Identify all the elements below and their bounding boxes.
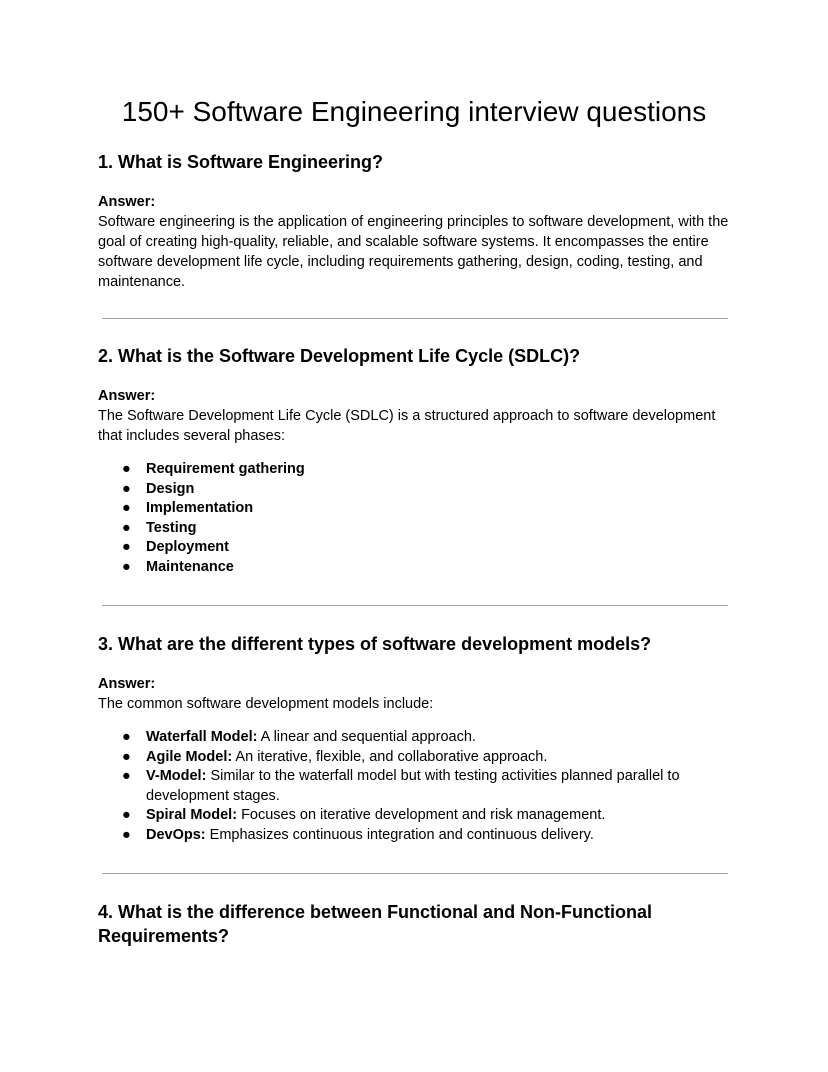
question-1-section	[98, 150, 734, 292]
question-1-answer-text: Software engineering is the application of engineering principles to software development, with the goal of creating high-quality, reliable, and scalable software systems. It encompasses the entire software development life cycle, including requirements gathering, design, coding, testing, and maintenance.	[98, 214, 729, 290]
bullet-icon: ●	[122, 480, 131, 497]
list-item	[98, 499, 734, 519]
list-item	[98, 748, 734, 768]
question-4-heading: 4. What is the difference between Functional and Non-Functional Requirements?	[98, 902, 653, 946]
bullet-icon: ●	[122, 768, 131, 785]
question-2-section	[98, 344, 734, 578]
list-item	[98, 806, 734, 826]
bullet-icon: ●	[122, 729, 131, 745]
list-item	[98, 519, 734, 539]
model-description: Focuses on iterative development and risk management.	[237, 807, 606, 824]
model-description: Similar to the waterfall model but with testing activities planned parallel to development stages.	[146, 768, 680, 804]
bullet-icon: ●	[122, 748, 131, 765]
bullet-icon: ●	[122, 826, 131, 843]
question-2-answer-label: Answer:	[98, 388, 156, 404]
section-divider	[102, 318, 728, 319]
list-item	[98, 480, 734, 500]
bullet-icon: ●	[122, 519, 131, 536]
question-3-heading: 3. What are the different types of software development models?	[98, 634, 652, 654]
list-item	[98, 538, 734, 558]
sdlc-phase-list	[98, 460, 734, 578]
model-description: An iterative, flexible, and collaborative approach.	[232, 748, 548, 765]
phase-name: Testing	[146, 519, 197, 536]
model-name: Spiral Model:	[146, 807, 238, 824]
phase-name: Implementation	[146, 500, 254, 517]
phase-name: Deployment	[146, 539, 229, 556]
question-2-answer-text: The Software Development Life Cycle (SDLC) is a structured approach to software development that includes several phases:	[98, 408, 716, 444]
list-item	[98, 728, 734, 748]
list-item	[98, 558, 734, 578]
question-1-answer-label: Answer:	[98, 194, 156, 210]
question-3-answer-text: The common software development models include:	[98, 696, 434, 712]
model-name: Waterfall Model:	[146, 729, 258, 745]
list-item	[98, 460, 734, 480]
question-3-answer-label: Answer:	[98, 676, 156, 692]
model-description: Emphasizes continuous integration and continuous delivery.	[205, 826, 594, 843]
bullet-icon: ●	[122, 461, 131, 477]
model-name: Agile Model:	[146, 748, 233, 765]
model-name: DevOps:	[146, 826, 206, 843]
phase-name: Requirement gathering	[146, 461, 305, 477]
model-name: V-Model:	[146, 768, 207, 785]
bullet-icon: ●	[122, 807, 131, 824]
question-3-section	[98, 632, 734, 846]
model-description: A linear and sequential approach.	[257, 729, 476, 745]
question-2-heading: 2. What is the Software Development Life Cycle (SDLC)?	[98, 346, 581, 366]
question-1-heading: 1. What is Software Engineering?	[98, 152, 384, 172]
bullet-icon: ●	[122, 500, 131, 517]
phase-name: Maintenance	[146, 558, 234, 575]
bullet-icon: ●	[122, 558, 131, 575]
bullet-icon: ●	[122, 539, 131, 556]
list-item	[98, 767, 734, 806]
section-divider	[102, 873, 728, 874]
section-divider	[102, 605, 728, 606]
list-item	[98, 826, 734, 846]
development-model-list	[98, 728, 734, 846]
phase-name: Design	[146, 480, 195, 497]
document-title: 150+ Software Engineering interview questions	[121, 96, 707, 127]
question-4-section	[98, 900, 658, 948]
